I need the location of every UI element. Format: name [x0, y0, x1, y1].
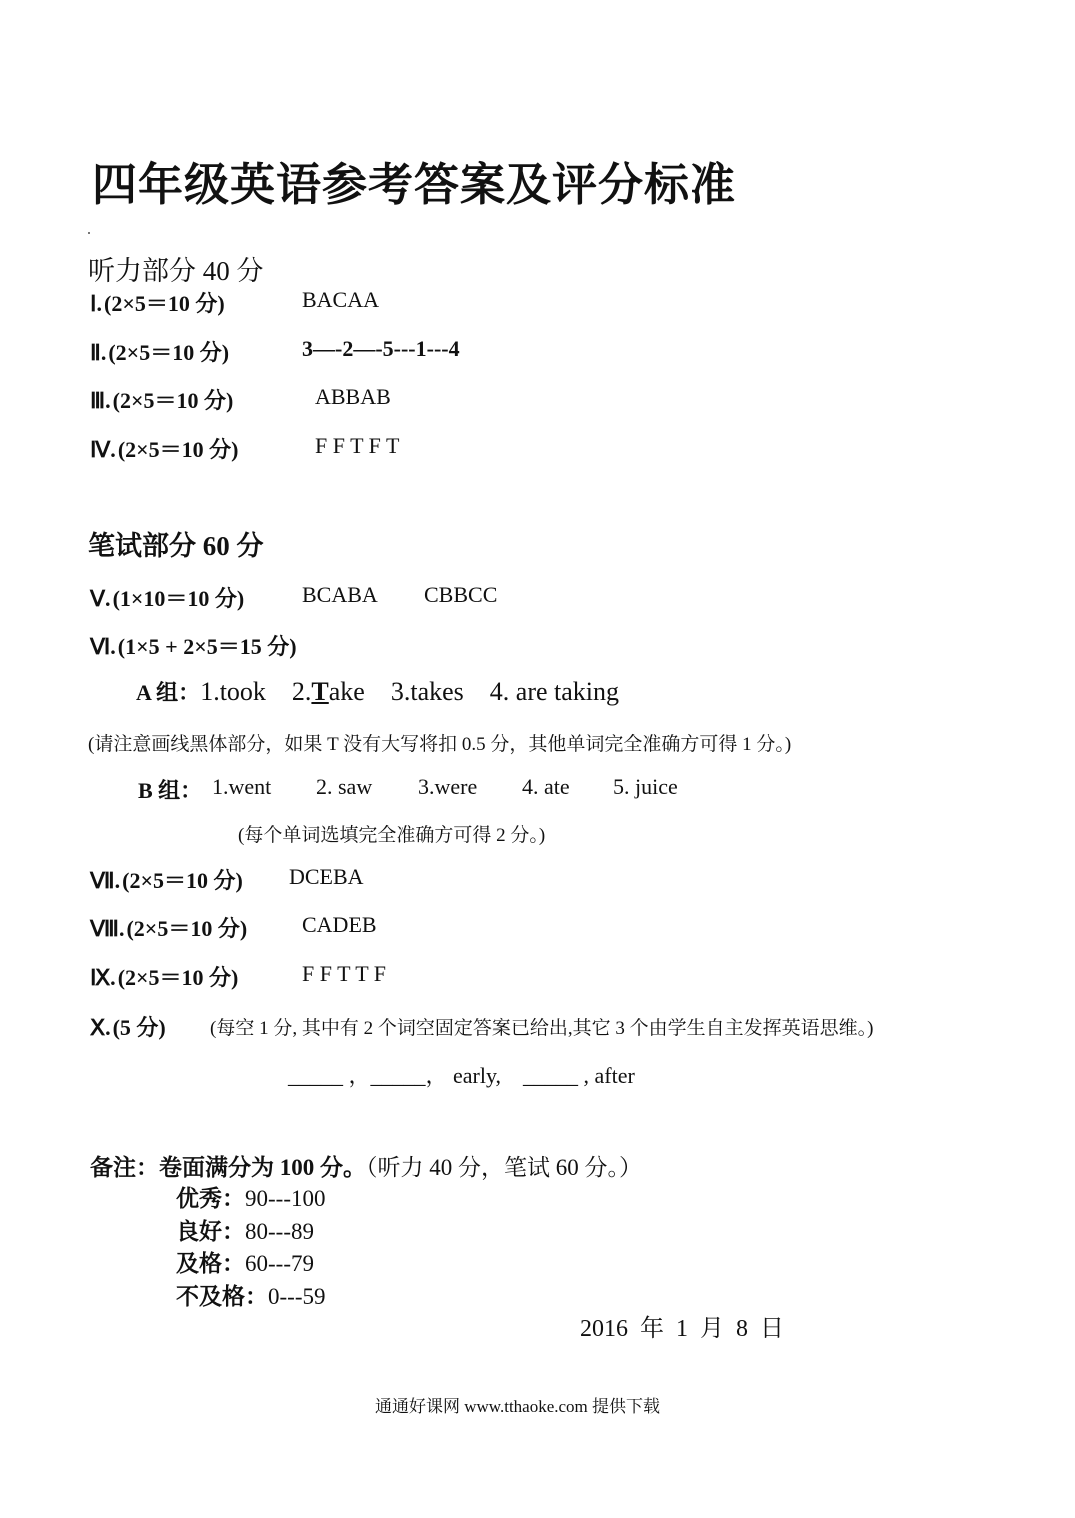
section-number: Ⅴ.	[90, 586, 111, 611]
group-b-label: B 组：	[138, 778, 203, 803]
section-number: Ⅳ.	[90, 437, 116, 462]
grade-row	[176, 1180, 325, 1213]
grade-label: 良好：	[176, 1219, 245, 1244]
section-answer: ABBAB	[315, 384, 391, 409]
group-b-word: 5. juice	[613, 774, 678, 799]
section-ii-row	[90, 336, 460, 367]
section-vii-row	[90, 864, 364, 895]
group-a-word: 4. are taking	[489, 677, 620, 706]
group-b-answers	[138, 774, 202, 805]
grade-row	[176, 1213, 314, 1246]
grade-range: 0---59	[268, 1284, 326, 1309]
section-number: Ⅶ.	[90, 868, 121, 893]
remark-label: 备注：	[90, 1155, 159, 1180]
grade-row	[176, 1278, 325, 1311]
group-b-word: 1.went	[212, 774, 272, 799]
section-ix-row	[90, 961, 386, 992]
section-score: (2×5＝10 分)	[104, 291, 225, 316]
section-score: (2×5＝10 分)	[108, 340, 230, 365]
document-date: 2016 年 1 月 8 日	[580, 1316, 784, 1342]
grade-label: 不及格：	[176, 1284, 268, 1309]
section-vi-row	[90, 630, 297, 661]
section-score: (1×10＝10 分)	[112, 586, 245, 611]
section-score: (2×5＝10 分)	[112, 388, 234, 413]
group-a-label: A 组：	[136, 680, 201, 705]
remark-line	[90, 1149, 642, 1182]
group-b-word: 4. ate	[522, 774, 570, 799]
section-answer: F F T T F	[302, 961, 386, 986]
remark-detail: （听力 40 分，笔试 60 分。）	[366, 1155, 642, 1180]
writing-heading: 笔试部分 60 分	[88, 531, 264, 561]
section-number: Ⅲ.	[90, 388, 111, 413]
section-x-note: (每空 1 分, 其中有 2 个词空固定答案已给出,其它 3 个由学生自主发挥英语思维。)	[210, 1018, 874, 1039]
section-score: (1×5 + 2×5＝15 分)	[117, 634, 297, 659]
section-number: Ⅷ.	[90, 916, 125, 941]
section-answer: BCABA	[302, 582, 378, 607]
remark-full-score: 卷面满分为 100 分。	[159, 1155, 366, 1180]
group-a-word-prefix: 2.	[291, 677, 312, 706]
section-number: Ⅹ.	[90, 1015, 111, 1040]
section-score: (2×5＝10 分)	[117, 437, 239, 462]
group-b-word: 3.were	[418, 774, 478, 799]
grade-label: 优秀：	[176, 1186, 245, 1211]
section-x-row	[90, 1011, 874, 1042]
section-answer: 3—-2—-5---1---4	[302, 336, 460, 361]
section-number: Ⅰ.	[90, 291, 102, 316]
section-number: Ⅵ.	[90, 634, 116, 659]
section-x-blanks: _____ ，_____， early, _____ , after	[288, 1063, 635, 1088]
section-iv-row	[90, 433, 400, 464]
section-score: (5 分)	[112, 1015, 166, 1040]
group-a-word: 3.takes	[390, 677, 464, 706]
grade-row	[176, 1245, 314, 1278]
section-score: (2×5＝10 分)	[122, 868, 243, 893]
stray-dot	[88, 232, 90, 234]
section-answer: BACAA	[302, 287, 380, 312]
page-title: 四年级英语参考答案及评分标准	[92, 158, 737, 211]
grade-range: 90---100	[245, 1186, 326, 1211]
group-a-word-rest: ake	[328, 677, 365, 706]
section-number: Ⅱ.	[90, 340, 107, 365]
grade-label: 及格：	[176, 1251, 245, 1276]
group-a-answers	[136, 676, 619, 707]
footer-text: 通通好课网 www.tthaoke.com 提供下载	[375, 1397, 661, 1416]
section-i-row	[90, 287, 380, 318]
group-b-word: 2. saw	[316, 774, 373, 799]
section-score: (2×5＝10 分)	[117, 965, 239, 990]
section-number: Ⅸ.	[90, 965, 116, 990]
grade-range: 60---79	[245, 1251, 314, 1276]
section-answer: CBBCC	[424, 582, 498, 607]
group-b-note: (每个单词选填完全准确方可得 2 分。)	[238, 825, 546, 846]
listening-heading: 听力部分 40 分	[88, 256, 264, 286]
section-answer: CADEB	[302, 912, 377, 937]
section-v-row	[90, 582, 498, 613]
section-answer: DCEBA	[289, 864, 364, 889]
group-a-underlined-letter: T	[311, 677, 329, 706]
section-viii-row	[90, 912, 377, 943]
section-answer: F F T F T	[315, 433, 400, 458]
section-iii-row	[90, 384, 391, 415]
section-score: (2×5＝10 分)	[126, 916, 248, 941]
group-a-note: (请注意画线黑体部分，如果 T 没有大写将扣 0.5 分，其他单词完全准确方可得 1 分。)	[88, 734, 792, 755]
grade-range: 80---89	[245, 1219, 314, 1244]
group-a-word: 1.took	[200, 677, 266, 706]
